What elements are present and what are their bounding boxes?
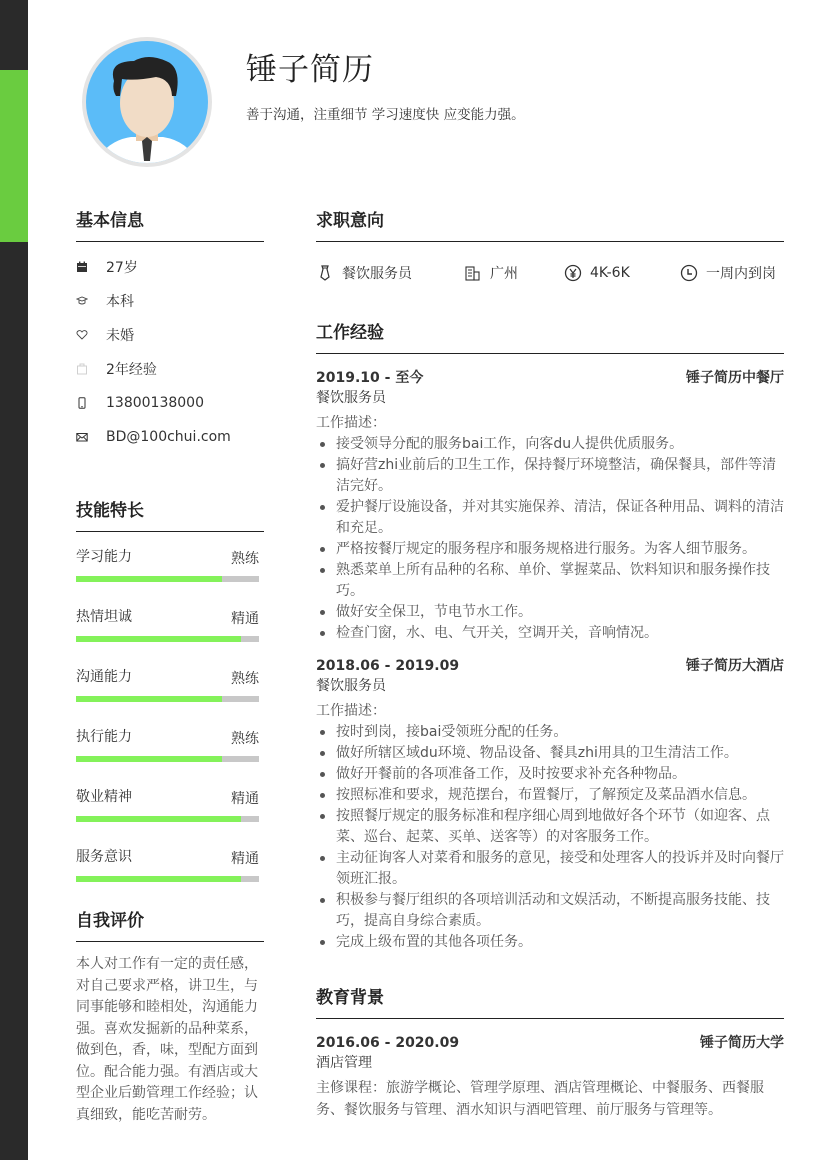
skill-item	[76, 660, 264, 720]
skills-heading	[76, 494, 264, 532]
list-item: 严格按餐厅规定的服务程序和服务规格进行服务。为客人细节服务。	[316, 539, 784, 560]
intent-position-text: 餐饮服务员	[342, 266, 412, 282]
sidebar-accent	[0, 70, 28, 242]
list-item: 完成上级布置的其他各项任务。	[316, 932, 784, 953]
job-1-company: 锤子简历中餐厅	[686, 370, 784, 386]
intent-availability-text: 一周内到岗	[706, 266, 776, 282]
skills-title: 技能特长	[76, 501, 144, 521]
skill-bar	[76, 576, 259, 582]
graduation-cap-icon	[76, 295, 88, 307]
education-heading	[316, 981, 784, 1019]
info-marital	[76, 318, 264, 352]
list-item: 搞好营zhi业前后的卫生工作，保持餐厅环境整洁，确保餐具，部件等清洁完好。	[316, 455, 784, 497]
education-period: 2016.06 - 2020.09	[316, 1035, 460, 1051]
list-item: 积极参与餐厅组织的各项培训活动和文娱活动，不断提高服务技能、技巧，提高自身综合素质。	[316, 890, 784, 932]
info-marital-text: 未婚	[106, 328, 134, 344]
skill-bar	[76, 756, 259, 762]
skill-bar-fill	[76, 876, 241, 882]
education-major: 酒店管理	[316, 1055, 372, 1071]
intent-salary	[564, 264, 680, 282]
basic-info-list	[76, 250, 264, 454]
info-education	[76, 284, 264, 318]
yuan-icon	[564, 264, 582, 282]
job-intent-heading	[316, 204, 784, 242]
tie-icon	[316, 264, 334, 282]
job-1-bullets	[316, 434, 784, 644]
self-eval-text: 本人对工作有一定的责任感，对自己要求严格，讲卫生，与同事能够和睦相处，沟通能力强。喜欢发掘新的品种菜系，做到色，香，味，型配方面到位。配合能力强。有酒店或大型企业后勤管理工作经验；认真细致，能吃苦耐劳。	[76, 956, 258, 1123]
skill-item	[76, 540, 264, 600]
basic-info-heading	[76, 204, 264, 242]
list-item: 接受领导分配的服务bai工作，向客du人提供优质服务。	[316, 434, 784, 455]
list-item: 做好开餐前的各项准备工作，及时按要求补充各种物品。	[316, 764, 784, 785]
skill-item	[76, 720, 264, 780]
skill-bar-fill	[76, 636, 241, 642]
job-1-period: 2019.10 - 至今	[316, 370, 424, 386]
briefcase-icon	[76, 363, 88, 375]
skill-name: 执行能力	[76, 729, 132, 745]
education-entry	[316, 1033, 784, 1121]
skill-level: 熟练	[231, 671, 259, 687]
skill-name: 热情坦诚	[76, 609, 132, 625]
skill-item	[76, 780, 264, 840]
info-experience-text: 2年经验	[106, 362, 157, 378]
intent-city-text: 广州	[490, 266, 518, 282]
list-item: 做好安全保卫，节电节水工作。	[316, 602, 784, 623]
job-1-desc-label: 工作描述：	[316, 415, 386, 431]
job-2-desc-label: 工作描述：	[316, 703, 386, 719]
skill-bar-fill	[76, 576, 222, 582]
skill-bar-fill	[76, 816, 241, 822]
info-phone	[76, 386, 264, 420]
info-age	[76, 250, 264, 284]
intent-availability	[680, 263, 776, 283]
job-2-bullets	[316, 722, 784, 953]
skill-level: 精通	[231, 851, 259, 867]
skill-item	[76, 840, 264, 900]
info-education-text: 本科	[106, 294, 134, 310]
mail-icon	[76, 431, 88, 443]
skill-bar	[76, 636, 259, 642]
job-2-period: 2018.06 - 2019.09	[316, 658, 460, 674]
clock-icon	[680, 264, 698, 282]
skill-level: 熟练	[231, 551, 259, 567]
skill-bar	[76, 696, 259, 702]
work-title: 工作经验	[316, 323, 384, 343]
education-school: 锤子简历大学	[700, 1035, 784, 1051]
intent-city	[464, 263, 564, 283]
building-icon	[464, 264, 482, 282]
job-2-company: 锤子简历大酒店	[686, 658, 784, 674]
job-entry-1	[316, 368, 784, 644]
basic-info-title: 基本信息	[76, 211, 144, 231]
left-column	[76, 204, 264, 1126]
list-item: 按照餐厅规定的服务标准和程序细心周到地做好各个环节（如迎客、点菜、巡台、起菜、买单、送客等）的对客服务工作。	[316, 806, 784, 848]
self-eval-heading	[76, 904, 264, 942]
job-entry-2	[316, 656, 784, 953]
skill-item	[76, 600, 264, 660]
education-courses: 主修课程：旅游学概论、管理学原理、酒店管理概论、中餐服务、西餐服务、餐饮服务与管理、酒水知识与酒吧管理、前厅服务与管理等。	[316, 1080, 764, 1118]
job-intent-row	[316, 242, 784, 304]
calendar-icon	[76, 261, 88, 273]
skill-name: 学习能力	[76, 549, 132, 565]
info-email	[76, 420, 264, 454]
skill-bar-fill	[76, 756, 222, 762]
resume-name: 锤子简历	[246, 52, 374, 88]
avatar-man-icon	[86, 41, 208, 163]
skill-level: 精通	[231, 791, 259, 807]
list-item: 爱护餐厅设施设备，并对其实施保养、清洁，保证各种用品、调料的清洁和充足。	[316, 497, 784, 539]
job-2-role: 餐饮服务员	[316, 678, 386, 694]
right-column	[316, 204, 784, 1121]
job-intent-title: 求职意向	[316, 211, 384, 231]
skill-name: 服务意识	[76, 849, 132, 865]
list-item: 熟悉菜单上所有品种的名称、单价、掌握菜品、饮料知识和服务操作技巧。	[316, 560, 784, 602]
job-1-role: 餐饮服务员	[316, 390, 386, 406]
skill-bar-fill	[76, 696, 222, 702]
list-item: 按时到岗，接bai受领班分配的任务。	[316, 722, 784, 743]
intent-position	[316, 263, 464, 283]
list-item: 做好所辖区域du环境、物品设备、餐具zhi用具的卫生清洁工作。	[316, 743, 784, 764]
skill-level: 精通	[231, 611, 259, 627]
self-eval-title: 自我评价	[76, 911, 144, 931]
info-experience	[76, 352, 264, 386]
info-age-text: 27岁	[106, 260, 138, 276]
skills-list	[76, 540, 264, 900]
avatar	[82, 37, 212, 167]
intent-salary-text: 4K-6K	[590, 265, 630, 281]
info-phone-text: 13800138000	[106, 395, 204, 411]
list-item: 按照标准和要求，规范摆台，布置餐厅，了解预定及菜品酒水信息。	[316, 785, 784, 806]
list-item: 检查门窗，水、电、气开关，空调开关，音响情况。	[316, 623, 784, 644]
list-item: 主动征询客人对菜肴和服务的意见，接受和处理客人的投诉并及时向餐厅领班汇报。	[316, 848, 784, 890]
resume-motto: 善于沟通，注重细节 学习速度快 应变能力强。	[246, 107, 525, 123]
skill-bar	[76, 816, 259, 822]
education-title: 教育背景	[316, 988, 384, 1008]
info-email-text: BD@100chui.com	[106, 429, 231, 445]
skill-name: 敬业精神	[76, 789, 132, 805]
skill-level: 熟练	[231, 731, 259, 747]
skill-bar	[76, 876, 259, 882]
work-heading	[316, 316, 784, 354]
skill-name: 沟通能力	[76, 669, 132, 685]
phone-icon	[76, 397, 88, 409]
heart-icon	[76, 329, 88, 341]
